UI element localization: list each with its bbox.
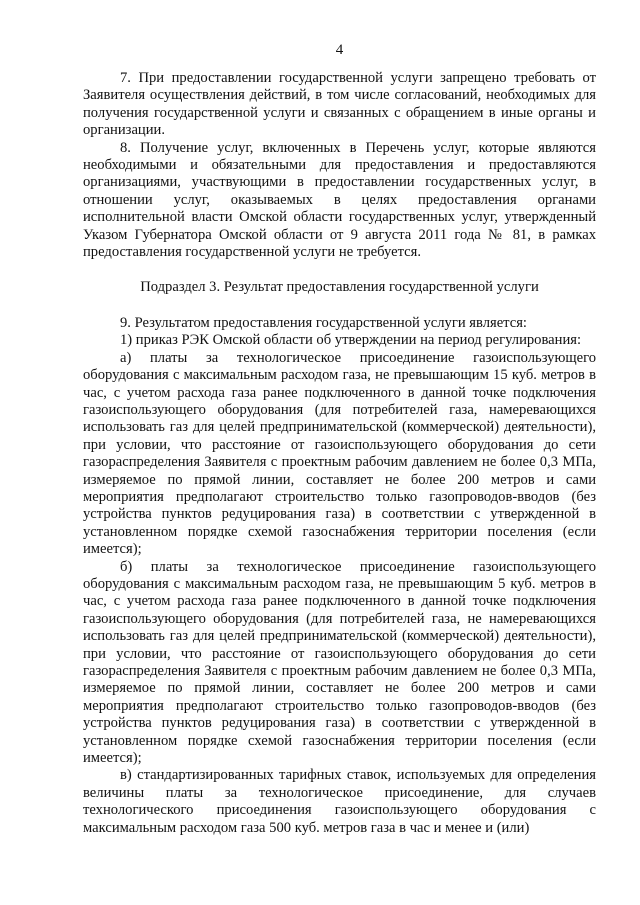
paragraph-8: 8. Получение услуг, включенных в Перечень услуг, которые являются необходимыми и обязательными для предоставления и предоставляются организациями, участвующими в предоставлении государственных услуг, в отношении услуг, оказываемых в целях предоставления органами исполнительной власти Омской области государственных услуг, утвержденный Указом Губернатора Омской области от 9 августа 2011 года № 81, в рамках предоставления государственной услуги не требуется. (83, 139, 596, 261)
page-number: 4 (335, 42, 344, 58)
paragraph-9-item-1v: в) стандартизированных тарифных ставок, используемых для определения величины платы за технологическое присоединение, для случаев технологического присоединения газоиспользующего оборудования с максимальным расходом газа 500 куб. метров газа в час и менее и (или) (83, 767, 596, 836)
paragraph-9: 9. Результатом предоставления государственной услуги является: (120, 314, 527, 331)
paragraph-9-item-1a: а) платы за технологическое присоединение газоиспользующего оборудования с максимальным расходом газа, не превышающим 15 куб. метров в час, с учетом расхода газа ранее подключенного в данной точке подключения газоиспользующего оборудования (для потребителей газа, намеревающихся использовать газ для целей предпринимательской (коммерческой) деятельности), при условии, что расстояние от газоиспользующего оборудования до сети газораспределения Заявителя с проектным рабочим давлением не более 0,3 МПа, измеряемое по прямой линии, составляет не более 200 метров и сами мероприятия предполагают строительство только газопроводов-вводов (без устройства пунктов редуцирования газа) в соответствии с утвержденной в установленном порядке схемой газоснабжения территории поселения (если имеется); (83, 349, 596, 558)
section-heading: Подраздел 3. Результат предоставления государственной услуги (140, 279, 539, 296)
paragraph-7: 7. При предоставлении государственной услуги запрещено требовать от Заявителя осуществления действий, в том числе согласований, необходимых для получения государственной услуги и связанных с обращением в иные органы и организации. (83, 70, 596, 139)
paragraph-9-item-1: 1) приказ РЭК Омской области об утверждении на период регулирования: (120, 332, 582, 349)
paragraph-9-item-1b: б) платы за технологическое присоединение газоиспользующего оборудования с максимальным расходом газа, не превышающим 5 куб. метров в час, с учетом расхода газа ранее подключенного в данной точке подключения газоиспользующего оборудования (для потребителей газа, не намеревающихся использовать газ для целей предпринимательской (коммерческой) деятельности), при условии, что расстояние от газоиспользующего оборудования до сети газораспределения Заявителя с проектным рабочим давлением не более 0,3 МПа, измеряемое по прямой линии, составляет не более 200 метров и сами мероприятия предполагают строительство только газопроводов-вводов (без устройства пунктов редуцирования газа) в соответствии с утвержденной в установленном порядке схемой газоснабжения территории поселения (если имеется); (83, 558, 596, 767)
